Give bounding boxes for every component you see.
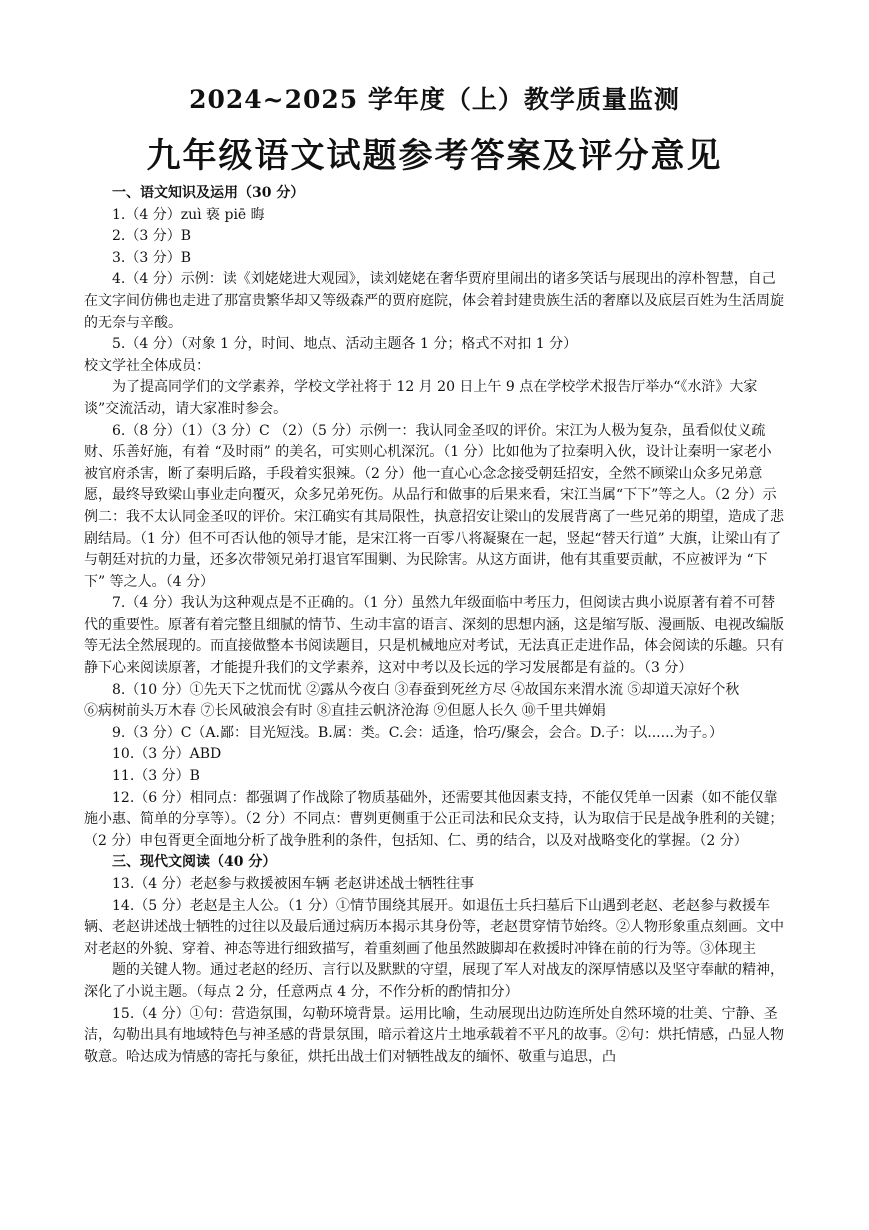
answer-item-continued: 题的关键人物。通过老赵的经历、言行以及默默的守望，展现了军人对战友的深厚情感以及坚守奉献的精神，深化了小说主题。（每点 2 分，任意两点 4 分，不作分析的酌情扣分）: [84, 962, 784, 1000]
notice-body: 为了提高同学们的文学素养，学校文学社将于 12 月 20 日上午 9 点在学校学术报告厅举办“《水浒》大家谈”交流活动，请大家准时参会。: [84, 379, 758, 417]
answer-item: 5.（4 分）（对象 1 分，时间、地点、活动主题各 1 分；格式不对扣 1 分）: [112, 336, 578, 353]
answer-item: 14.（5 分）老赵是主人公。（1 分）①情节围绕其展开。如退伍士兵扫墓后下山遇到老赵、老赵参与救援车辆、老赵讲述战士牺牲的过往以及最后通过病历本揭示其身份等，老赵贯穿情节始终。②人物形象重点刻画。文中对老赵的外貌、穿着、神态等进行细致描写，着重刻画了他虽然跛脚却在救援时冲锋在前的行为等。③体现主: [84, 897, 784, 957]
exam-header-title: 2024~2025 学年度（上）教学质量监测: [189, 85, 680, 114]
answer-item: 7.（4 分）我认为这种观点是不正确的。（1 分）虽然九年级面临中考压力，但阅读古典小说原著有着不可替代的重要性。原著有着完整且细腻的情节、生动丰富的语言、深刻的思想内涵，这是缩写版、漫画版、电视改编版等无法全然展现的。而直接做整本书阅读题目，只是机械地应对考试，无法真正走进作品，体会阅读的乐趣。只有静下心来阅读原著，才能提升我们的文学素养，这对中考以及长远的学习发展都是有益的。（3 分）: [84, 595, 784, 677]
answer-item: 13.（4 分）老赵参与救援被困车辆 老赵讲述战士牺牲往事: [112, 876, 475, 892]
answer-item: 2.（3 分）B: [112, 228, 192, 245]
answer-body: [84, 183, 784, 1068]
answer-item: 10.（3 分）ABD: [112, 746, 222, 763]
answer-item-continued: ⑥病树前头万木春 ⑦长风破浪会有时 ⑧直挂云帆济沧海 ⑨但愿人长久 ⑩千里共婵娟: [84, 703, 606, 720]
answer-key-title: 九年级语文试题参考答案及评分意见: [146, 136, 723, 176]
answer-item: 6.（8 分）（1）（3 分）C （2）（5 分）示例一：我认同金圣叹的评价。宋江为人极为复杂，虽看似仗义疏财、乐善好施，有着 “及时雨” 的美名，可实则心机深沉。（1 分）比如他为了拉秦明入伙，设计让秦明一家老小被官府杀害，断了秦明后路，手段着实狠辣。（2 分）他一直心心念念接受朝廷招安，全然不顾梁山众多兄弟意愿，最终导致梁山事业走向覆灭，众多兄弟死伤。从品行和做事的后果来看，宋江当属“下下”等之人。（2 分）示例二：我不太认同金圣叹的评价。宋江确实有其局限性，执意招安让梁山的发展背离了一些兄弟的期望，造成了悲剧结局。（1 分）但不可否认他的领导才能，是宋江将一百零八将凝聚在一起，竖起“替天行道” 大旗，让梁山有了与朝廷对抗的力量，还多次带领兄弟打退官军围剿、为民除害。从这方面讲，他有其重要贡献，不应被评为 “下下” 等之人。（4 分）: [84, 422, 784, 590]
section-heading: 一、语文知识及运用（30 分）: [112, 185, 305, 201]
notice-salutation: 校文学社全体成员：: [84, 357, 210, 374]
answer-item: 9.（3 分）C（A.鄙：目光短浅。B.属：类。C.会：适逢，恰巧/聚会，会合。D.子：以......为子。）: [112, 724, 723, 741]
answer-item: 8.（10 分）①先天下之忧而忧 ②露从今夜白 ③春蚕到死丝方尽 ④故国东来渭水流 ⑤却道天凉好个秋: [112, 681, 740, 698]
answer-item: 4.（4 分）示例：读《刘姥姥进大观园》，读刘姥姥在奢华贾府里闹出的诸多笑话与展现出的淳朴智慧，自己在文字间仿佛也走进了那富贵繁华却又等级森严的贾府庭院，体会着封建贵族生活的奢靡以及底层百姓为生活周旋的无奈与辛酸。: [84, 271, 784, 331]
answer-item: 15.（4 分）①句：营造氛围，勾勒环境背景。运用比喻，生动展现出边防连所处自然环境的壮美、宁静、圣洁，勾勒出具有地域特色与神圣感的背景氛围，暗示着这片土地承载着不平凡的故事。②句：烘托情感，凸显人物敬意。哈达成为情感的寄托与象征，烘托出战士们对牺牲战友的缅怀、敬重与追思，凸: [84, 1005, 784, 1065]
answer-item: 3.（3 分）B: [112, 249, 192, 266]
answer-item: 11.（3 分）B: [112, 768, 200, 785]
answer-item: 12.（6 分）相同点：都强调了作战除了物质基础外，还需要其他因素支持，不能仅凭单一因素（如不能仅靠施小惠、简单的分享等）。（2 分）不同点：曹刿更侧重于公正司法和民众支持，认为取信于民是战争胜利的关键；（2 分）申包胥更全面地分析了战争胜利的条件，包括知、仁、勇的结合，以及对战略变化的掌握。（2 分）: [84, 789, 784, 849]
answer-item: 1.（4 分）zuì 亵 piē 晦: [112, 206, 265, 223]
section-heading: 三、现代文阅读（40 分）: [112, 854, 277, 871]
